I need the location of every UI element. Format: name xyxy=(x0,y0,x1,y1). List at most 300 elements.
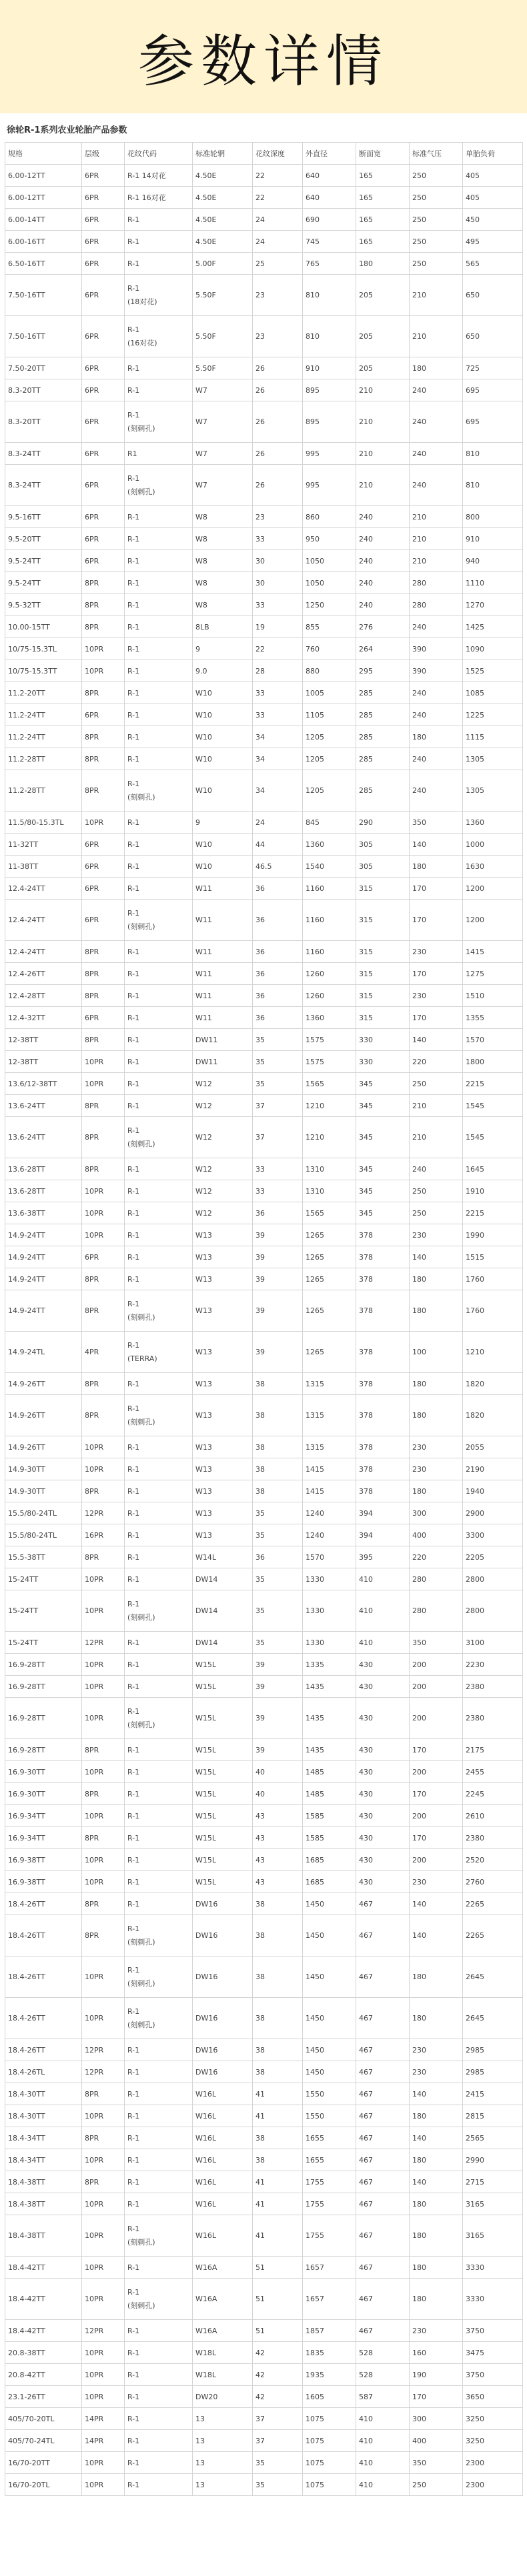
table-cell: W13 xyxy=(193,1224,253,1246)
table-row xyxy=(5,834,523,856)
table-cell: 587 xyxy=(356,2386,410,2408)
table-cell: 640 xyxy=(303,165,356,187)
table-cell: 467 xyxy=(356,2149,410,2171)
table-cell: R-1 xyxy=(125,2364,193,2386)
table-cell: 1110 xyxy=(463,572,523,594)
table-cell: R-1 xyxy=(125,2408,193,2430)
table-cell: 39 xyxy=(253,1676,303,1698)
table-cell: 1575 xyxy=(303,1051,356,1073)
table-cell: 9.5-32TT xyxy=(5,594,82,616)
table-cell xyxy=(125,1332,193,1373)
table-cell: 160 xyxy=(410,2342,463,2364)
table-row xyxy=(5,2342,523,2364)
table-cell: 2265 xyxy=(463,1893,523,1915)
table-cell: 10PR xyxy=(82,2215,125,2257)
table-cell: W11 xyxy=(193,1007,253,1029)
table-cell: R-1 xyxy=(125,1095,193,1117)
table-cell: 18.4-26TT xyxy=(5,1893,82,1915)
table-cell: 855 xyxy=(303,616,356,638)
table-cell: 800 xyxy=(463,506,523,528)
table-cell: 467 xyxy=(356,1893,410,1915)
table-cell: 10PR xyxy=(82,638,125,660)
table-cell: 38 xyxy=(253,1436,303,1458)
table-cell: W12 xyxy=(193,1095,253,1117)
table-cell: 1450 xyxy=(303,2061,356,2083)
table-cell: 25 xyxy=(253,253,303,275)
table-cell: W7 xyxy=(193,465,253,506)
table-cell: R-1 xyxy=(125,506,193,528)
table-cell: 18.4-38TT xyxy=(5,2193,82,2215)
table-cell: 15-24TT xyxy=(5,1590,82,1632)
table-cell: 6PR xyxy=(82,165,125,187)
table-cell: 180 xyxy=(410,357,463,379)
table-cell: DW11 xyxy=(193,1029,253,1051)
cell-line: R-1 xyxy=(127,474,140,483)
table-cell: 230 xyxy=(410,1871,463,1893)
table-cell: 35 xyxy=(253,1029,303,1051)
table-row xyxy=(5,2193,523,2215)
table-row xyxy=(5,572,523,594)
table-cell: R-1 xyxy=(125,1436,193,1458)
table-cell: 305 xyxy=(356,856,410,878)
table-row xyxy=(5,1395,523,1436)
table-cell: 995 xyxy=(303,443,356,465)
table-cell: 36 xyxy=(253,878,303,900)
table-row xyxy=(5,209,523,231)
table-cell: 378 xyxy=(356,1290,410,1332)
table-cell: 36 xyxy=(253,900,303,941)
table-cell: 35 xyxy=(253,1568,303,1590)
table-cell: W12 xyxy=(193,1117,253,1158)
table-cell: 3330 xyxy=(463,2279,523,2320)
table-cell: R-1 xyxy=(125,1546,193,1568)
table-cell: 495 xyxy=(463,231,523,253)
table-cell: R-1 xyxy=(125,1246,193,1268)
table-cell: R-1 xyxy=(125,2083,193,2105)
table-cell: W16L xyxy=(193,2149,253,2171)
table-cell: 9.5-24TT xyxy=(5,572,82,594)
table-cell: 43 xyxy=(253,1849,303,1871)
table-cell: 1657 xyxy=(303,2257,356,2279)
header-cell: 外直径 xyxy=(303,143,356,165)
table-cell: 315 xyxy=(356,963,410,985)
header-cell: 断面宽 xyxy=(356,143,410,165)
table-cell: 22 xyxy=(253,638,303,660)
table-cell: R-1 xyxy=(125,1224,193,1246)
table-cell: 14.9-26TT xyxy=(5,1373,82,1395)
table-cell: 170 xyxy=(410,900,463,941)
table-cell: 200 xyxy=(410,1805,463,1827)
table-cell: 1755 xyxy=(303,2215,356,2257)
table-cell: 6PR xyxy=(82,187,125,209)
table-cell: 8PR xyxy=(82,1095,125,1117)
table-cell: 1085 xyxy=(463,682,523,704)
table-row xyxy=(5,1290,523,1332)
table-cell: 1435 xyxy=(303,1739,356,1761)
table-cell: 8PR xyxy=(82,1480,125,1502)
table-cell: 170 xyxy=(410,2386,463,2408)
table-cell: 23 xyxy=(253,316,303,357)
table-cell: R-1 xyxy=(125,2039,193,2061)
table-cell: 5.00F xyxy=(193,253,253,275)
table-cell: R-1 xyxy=(125,1739,193,1761)
table-cell: 345 xyxy=(356,1202,410,1224)
table-cell: 12-38TT xyxy=(5,1029,82,1051)
table-cell: 1105 xyxy=(303,704,356,726)
table-cell: 400 xyxy=(410,2430,463,2452)
table-row xyxy=(5,2386,523,2408)
table-cell: 38 xyxy=(253,1957,303,1998)
table-cell: R-1 xyxy=(125,856,193,878)
table-cell: R-1 xyxy=(125,1893,193,1915)
cell-line: (刻刺孔) xyxy=(127,487,155,496)
table-cell: R-1 xyxy=(125,812,193,834)
table-cell: 8PR xyxy=(82,1739,125,1761)
table-cell: 315 xyxy=(356,878,410,900)
table-cell: W15L xyxy=(193,1676,253,1698)
table-cell: R-1 xyxy=(125,1524,193,1546)
table-row xyxy=(5,275,523,316)
table-cell: 1310 xyxy=(303,1180,356,1202)
table-cell: 8PR xyxy=(82,572,125,594)
table-cell: 6.00-14TT xyxy=(5,209,82,231)
cell-line: (刻刺孔) xyxy=(127,1979,155,1988)
table-cell: 240 xyxy=(410,704,463,726)
table-cell: 14.9-26TT xyxy=(5,1436,82,1458)
table-cell: 230 xyxy=(410,1224,463,1246)
table-cell: 2815 xyxy=(463,2105,523,2127)
table-cell: 410 xyxy=(356,2408,410,2430)
table-cell: 1525 xyxy=(463,660,523,682)
cell-line: (刻刺孔) xyxy=(127,1313,155,1322)
table-cell: 1265 xyxy=(303,1332,356,1373)
table-cell: W15L xyxy=(193,1871,253,1893)
table-cell: 10/75-15.3TL xyxy=(5,638,82,660)
table-cell: 16.9-28TT xyxy=(5,1654,82,1676)
table-cell: W16L xyxy=(193,2105,253,2127)
table-row xyxy=(5,2083,523,2105)
table-cell: 2055 xyxy=(463,1436,523,1458)
table-cell: 390 xyxy=(410,660,463,682)
table-row xyxy=(5,1332,523,1373)
table-cell: 350 xyxy=(410,812,463,834)
table-cell: 38 xyxy=(253,1480,303,1502)
table-cell: 230 xyxy=(410,1436,463,1458)
table-row xyxy=(5,616,523,638)
cell-line: R-1 xyxy=(127,1300,140,1308)
table-cell: 810 xyxy=(463,443,523,465)
table-cell: 42 xyxy=(253,2342,303,2364)
table-cell: 220 xyxy=(410,1051,463,1073)
table-cell: 44 xyxy=(253,834,303,856)
table-row xyxy=(5,660,523,682)
table-cell: 745 xyxy=(303,231,356,253)
table-cell: 400 xyxy=(410,1524,463,1546)
table-cell: 1075 xyxy=(303,2408,356,2430)
table-cell: 1485 xyxy=(303,1783,356,1805)
table-cell: 39 xyxy=(253,1290,303,1332)
table-cell: 6PR xyxy=(82,357,125,379)
table-cell: 10PR xyxy=(82,2452,125,2474)
table-cell: 6.00-12TT xyxy=(5,187,82,209)
table-cell: 1210 xyxy=(303,1117,356,1158)
cell-line: R-1 xyxy=(127,2288,140,2297)
table-cell: R-1 xyxy=(125,1180,193,1202)
table-row xyxy=(5,253,523,275)
table-cell: W13 xyxy=(193,1373,253,1395)
table-cell: 1360 xyxy=(303,834,356,856)
table-cell: 2985 xyxy=(463,2061,523,2083)
table-cell: 41 xyxy=(253,2171,303,2193)
table-cell: 18.4-34TT xyxy=(5,2149,82,2171)
table-cell: 11.2-28TT xyxy=(5,770,82,812)
table-cell: 6PR xyxy=(82,401,125,443)
table-cell: R-1 xyxy=(125,1373,193,1395)
table-cell: R-1 xyxy=(125,209,193,231)
table-row xyxy=(5,2320,523,2342)
table-cell: R-1 xyxy=(125,572,193,594)
table-cell: 3330 xyxy=(463,2257,523,2279)
table-cell: 51 xyxy=(253,2279,303,2320)
cell-line: R-1 xyxy=(127,1966,140,1975)
table-cell: 350 xyxy=(410,2452,463,2474)
table-cell: 38 xyxy=(253,2149,303,2171)
table-cell: 467 xyxy=(356,1957,410,1998)
table-cell: 1857 xyxy=(303,2320,356,2342)
table-cell: 10PR xyxy=(82,2364,125,2386)
table-cell: 12PR xyxy=(82,1632,125,1654)
table-cell: 14.9-24TT xyxy=(5,1224,82,1246)
table-cell: 4.50E xyxy=(193,209,253,231)
table-cell: 1940 xyxy=(463,1480,523,1502)
table-cell: 140 xyxy=(410,1893,463,1915)
table-cell: 1160 xyxy=(303,941,356,963)
table-cell: 170 xyxy=(410,1827,463,1849)
table-cell: 430 xyxy=(356,1739,410,1761)
table-row xyxy=(5,1998,523,2039)
table-cell: 39 xyxy=(253,1698,303,1739)
table-cell: 10PR xyxy=(82,1202,125,1224)
table-cell: W12 xyxy=(193,1202,253,1224)
table-cell: 8PR xyxy=(82,1373,125,1395)
table-cell: 38 xyxy=(253,1458,303,1480)
table-cell: 1050 xyxy=(303,550,356,572)
table-cell: 1545 xyxy=(463,1117,523,1158)
table-cell: 1250 xyxy=(303,594,356,616)
table-cell: 220 xyxy=(410,1546,463,1568)
table-cell: 1210 xyxy=(463,1332,523,1373)
table-cell: 8PR xyxy=(82,2171,125,2193)
table-cell: 8PR xyxy=(82,748,125,770)
table-cell: 13.6-28TT xyxy=(5,1158,82,1180)
table-cell: 760 xyxy=(303,638,356,660)
table-cell: DW14 xyxy=(193,1632,253,1654)
table-cell: R-1 xyxy=(125,660,193,682)
table-cell: 12.4-32TT xyxy=(5,1007,82,1029)
table-cell: 16PR xyxy=(82,1524,125,1546)
table-cell: 36 xyxy=(253,1202,303,1224)
table-row xyxy=(5,1246,523,1268)
table-cell: 240 xyxy=(410,682,463,704)
table-cell: 378 xyxy=(356,1373,410,1395)
table-cell: 2800 xyxy=(463,1568,523,1590)
table-cell: 24 xyxy=(253,812,303,834)
table-cell: 1005 xyxy=(303,682,356,704)
table-row xyxy=(5,1698,523,1739)
table-cell: 528 xyxy=(356,2364,410,2386)
table-cell: 230 xyxy=(410,2061,463,2083)
table-cell: R-1 xyxy=(125,1073,193,1095)
table-cell: 810 xyxy=(303,275,356,316)
table-cell: 18.4-38TT xyxy=(5,2215,82,2257)
table-cell xyxy=(125,1395,193,1436)
cell-line: (刻刺孔) xyxy=(127,1140,155,1148)
table-cell: W11 xyxy=(193,963,253,985)
table-cell: 11.2-28TT xyxy=(5,748,82,770)
table-cell: 2760 xyxy=(463,1871,523,1893)
table-cell: 15-24TT xyxy=(5,1632,82,1654)
table-cell: 34 xyxy=(253,770,303,812)
table-cell: 6PR xyxy=(82,443,125,465)
table-cell: 8PR xyxy=(82,2083,125,2105)
table-cell: 1075 xyxy=(303,2474,356,2496)
cell-line: R-1 xyxy=(127,1707,140,1716)
table-cell: 35 xyxy=(253,2452,303,2474)
banner-title: 参数详情 xyxy=(137,28,389,94)
table-row xyxy=(5,1524,523,1546)
table-cell: 345 xyxy=(356,1180,410,1202)
table-cell: 1160 xyxy=(303,878,356,900)
table-cell: 140 xyxy=(410,1246,463,1268)
table-cell: 38 xyxy=(253,2039,303,2061)
table-cell: 16.9-38TT xyxy=(5,1849,82,1871)
table-cell: DW14 xyxy=(193,1590,253,1632)
table-cell: 467 xyxy=(356,1998,410,2039)
table-cell: 2520 xyxy=(463,1849,523,1871)
table-row xyxy=(5,1051,523,1073)
table-cell: 140 xyxy=(410,1915,463,1957)
table-cell: 1935 xyxy=(303,2364,356,2386)
table-cell: 19 xyxy=(253,616,303,638)
table-row xyxy=(5,1871,523,1893)
table-row xyxy=(5,2452,523,2474)
table-cell: 2380 xyxy=(463,1698,523,1739)
table-cell: 11-32TT xyxy=(5,834,82,856)
table-cell: 2900 xyxy=(463,1502,523,1524)
table-cell: 38 xyxy=(253,2061,303,2083)
table-row xyxy=(5,443,523,465)
table-cell: 3250 xyxy=(463,2430,523,2452)
table-cell: 41 xyxy=(253,2083,303,2105)
table-cell: 430 xyxy=(356,1698,410,1739)
table-cell: W7 xyxy=(193,401,253,443)
table-cell: R-1 xyxy=(125,1761,193,1783)
table-cell: 165 xyxy=(356,187,410,209)
table-cell: 378 xyxy=(356,1246,410,1268)
table-cell xyxy=(125,465,193,506)
table-cell: 16.9-38TT xyxy=(5,1871,82,1893)
table-cell: 264 xyxy=(356,638,410,660)
table-row xyxy=(5,1654,523,1676)
table-cell: 1115 xyxy=(463,726,523,748)
table-cell: R-1 xyxy=(125,1158,193,1180)
table-cell: R-1 xyxy=(125,2320,193,2342)
table-cell: 430 xyxy=(356,1871,410,1893)
table-cell: 1990 xyxy=(463,1224,523,1246)
cell-line: R-1 xyxy=(127,1924,140,1933)
table-cell: W10 xyxy=(193,726,253,748)
table-cell: 315 xyxy=(356,1007,410,1029)
header-cell: 花纹深度 xyxy=(253,143,303,165)
table-cell: 1820 xyxy=(463,1395,523,1436)
table-cell: 250 xyxy=(410,2474,463,2496)
table-cell: 140 xyxy=(410,2127,463,2149)
table-cell: 10PR xyxy=(82,660,125,682)
table-row xyxy=(5,1502,523,1524)
table-cell: R-1 16对花 xyxy=(125,187,193,209)
table-cell: W8 xyxy=(193,506,253,528)
table-cell: 285 xyxy=(356,726,410,748)
table-cell: 16.9-30TT xyxy=(5,1783,82,1805)
cell-line: R-1 xyxy=(127,284,140,293)
table-cell: 8PR xyxy=(82,985,125,1007)
table-cell: R-1 xyxy=(125,1849,193,1871)
header-cell: 单胎负荷 xyxy=(463,143,523,165)
table-cell: 940 xyxy=(463,550,523,572)
table-cell: 450 xyxy=(463,209,523,231)
table-cell: 13.6-24TT xyxy=(5,1117,82,1158)
table-cell: 39 xyxy=(253,1739,303,1761)
table-cell: 15-24TT xyxy=(5,1568,82,1590)
table-cell: 2300 xyxy=(463,2452,523,2474)
table-cell: 6PR xyxy=(82,316,125,357)
table-cell: 10PR xyxy=(82,1180,125,1202)
table-cell: 10PR xyxy=(82,2386,125,2408)
table-cell: 467 xyxy=(356,2257,410,2279)
table-cell: 28 xyxy=(253,660,303,682)
table-cell: 410 xyxy=(356,2474,410,2496)
page-banner xyxy=(0,0,527,113)
table-cell: 6PR xyxy=(82,379,125,401)
table-row xyxy=(5,1480,523,1502)
table-cell: 26 xyxy=(253,379,303,401)
table-cell: 10PR xyxy=(82,1698,125,1739)
table-cell: 1605 xyxy=(303,2386,356,2408)
table-cell: 1450 xyxy=(303,1957,356,1998)
table-cell: R-1 xyxy=(125,638,193,660)
table-row xyxy=(5,1117,523,1158)
table-cell: 15.5/80-24TL xyxy=(5,1502,82,1524)
table-cell: 10PR xyxy=(82,1676,125,1698)
table-row xyxy=(5,704,523,726)
table-cell: 170 xyxy=(410,1739,463,1761)
table-cell: 1755 xyxy=(303,2193,356,2215)
table-cell: 250 xyxy=(410,209,463,231)
table-cell: 860 xyxy=(303,506,356,528)
table-cell: 9 xyxy=(193,638,253,660)
table-cell: 8.3-24TT xyxy=(5,443,82,465)
table-row xyxy=(5,1007,523,1029)
table-cell: 180 xyxy=(410,1998,463,2039)
table-cell: 240 xyxy=(410,1158,463,1180)
table-cell: 1355 xyxy=(463,1007,523,1029)
table-cell: 24 xyxy=(253,209,303,231)
table-row xyxy=(5,1180,523,1202)
table-cell: 20.8-42TT xyxy=(5,2364,82,2386)
table-cell: 895 xyxy=(303,379,356,401)
table-cell: 280 xyxy=(410,572,463,594)
table-cell: 6.00-16TT xyxy=(5,231,82,253)
